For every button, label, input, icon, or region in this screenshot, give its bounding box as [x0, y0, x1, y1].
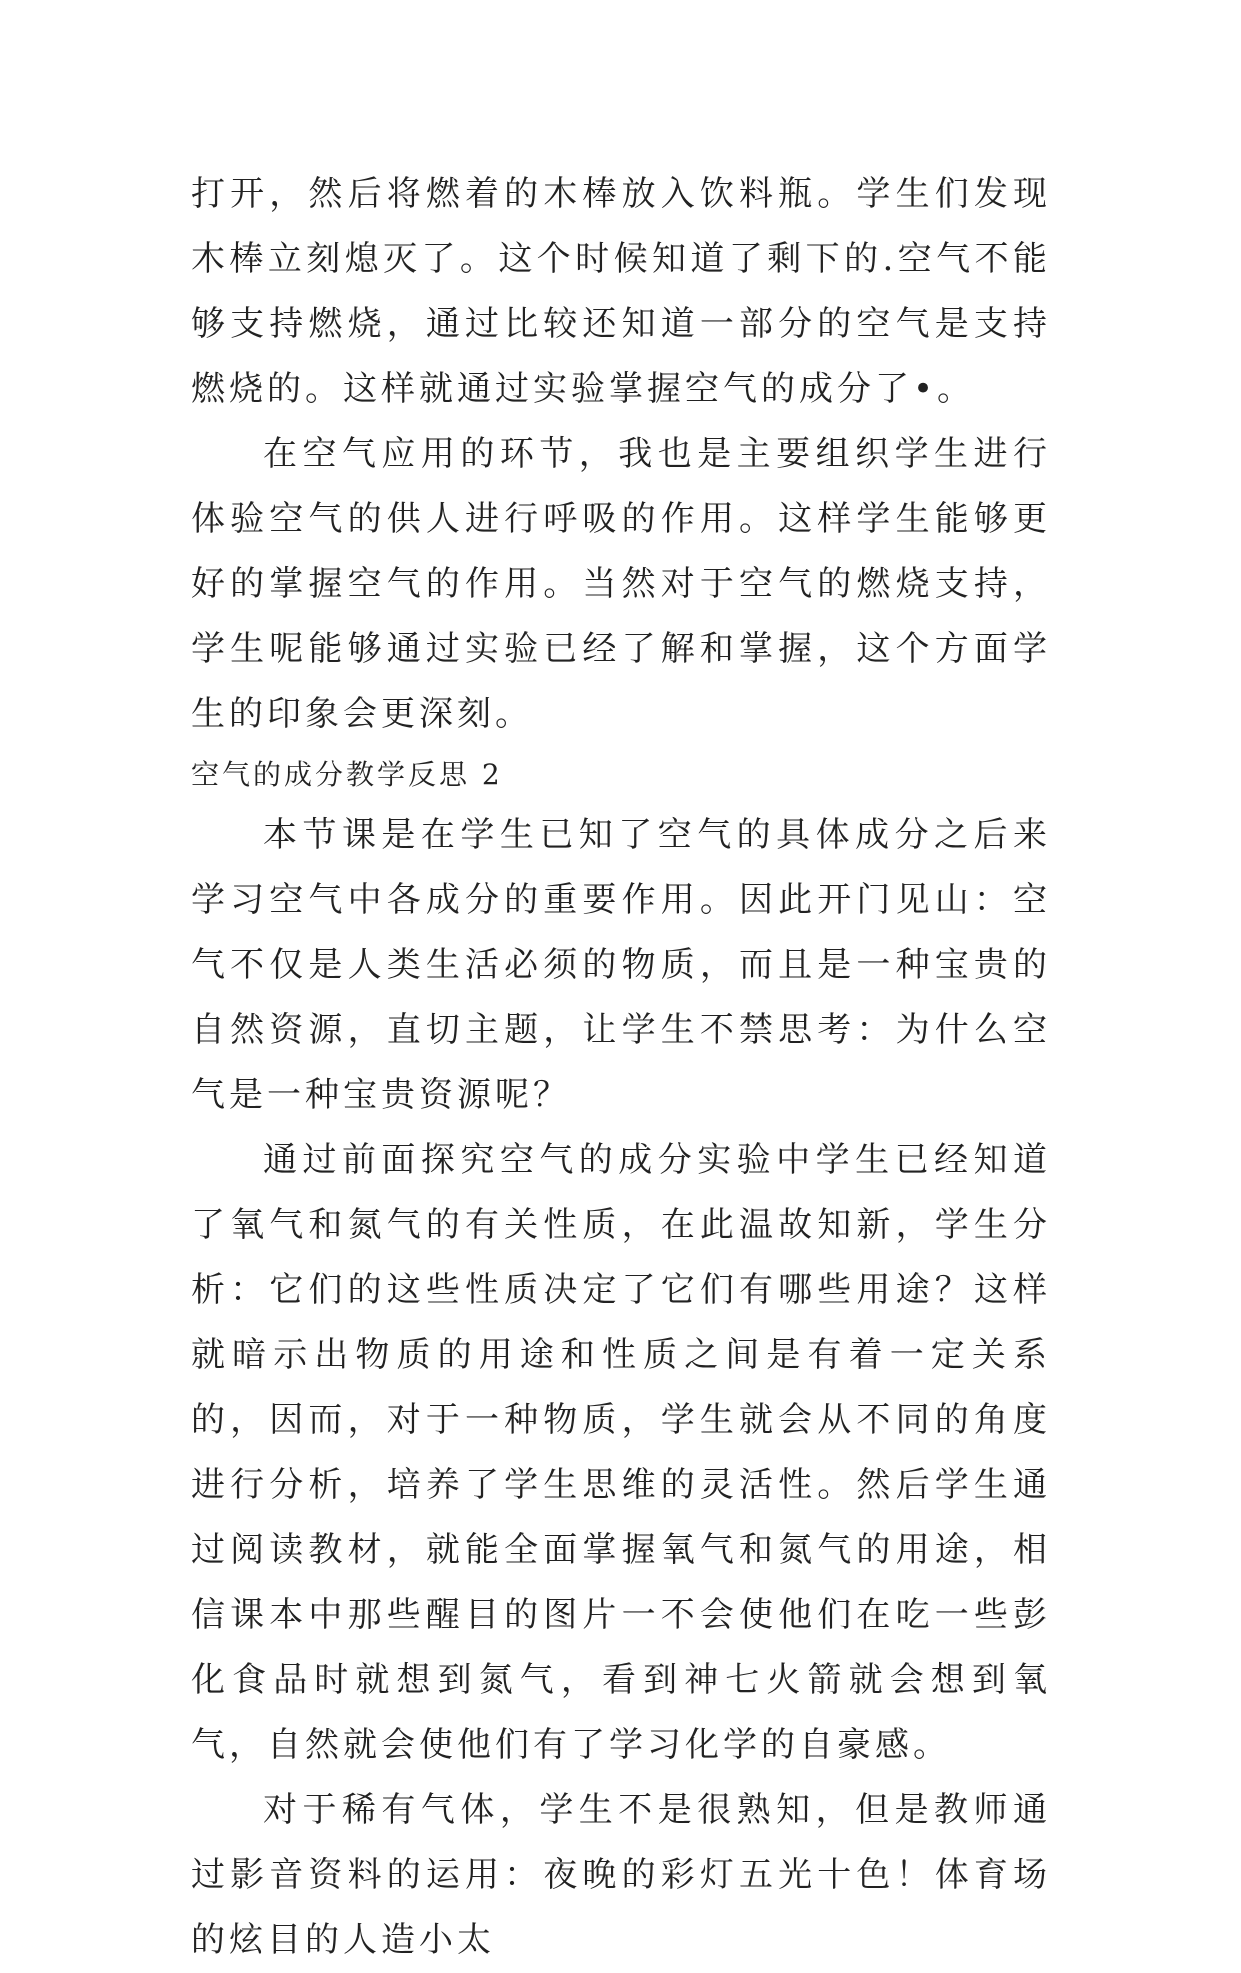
paragraph-air-application: 在空气应用的环节，我也是主要组织学生进行体验空气的供人进行呼吸的作用。这样学生能够更好的掌握空气的作用。当然对于空气的燃烧支持，学生呢能够通过实验已经了解和掌握，这个方面学生的印象会更深刻。 — [191, 434, 1051, 734]
paragraph-rare-gases: 对于稀有气体，学生不是很熟知，但是教师通过影音资料的运用：夜晚的彩灯五光十色！体育场的炫目的人造小太 — [191, 1790, 1051, 1960]
paragraph-lesson-intro: 本节课是在学生已知了空气的具体成分之后来学习空气中各成分的重要作用。因此开门见山：空气不仅是人类生活必须的物质，而且是一种宝贵的自然资源，直切主题，让学生不禁思考：为什么空气是一种宝贵资源呢？ — [191, 815, 1051, 1115]
section-title: 空气的成分教学反思 2 — [191, 758, 503, 791]
paragraph-oxygen-nitrogen: 通过前面探究空气的成分实验中学生已经知道了氧气和氮气的有关性质，在此温故知新，学生分析：它们的这些性质决定了它们有哪些用途？这样就暗示出物质的用途和性质之间是有着一定关系的，因而，对于一种物质，学生就会从不同的角度进行分析，培养了学生思维的灵活性。然后学生通过阅读教材，就能全面掌握氧气和氮气的用途，相信课本中那些醒目的图片一不会使他们在吃一些彭化食品时就想到氮气，看到神七火箭就会想到氧气，自然就会使他们有了学习化学的自豪感。 — [191, 1140, 1051, 1765]
document-body — [191, 162, 1051, 1973]
paragraph-continued: 打开，然后将燃着的木棒放入饮料瓶。学生们发现木棒立刻熄灭了。这个时候知道了剩下的.空气不能够支持燃烧，通过比较还知道一部分的空气是支持燃烧的。这样就通过实验掌握空气的成分了•。 — [191, 174, 1051, 409]
